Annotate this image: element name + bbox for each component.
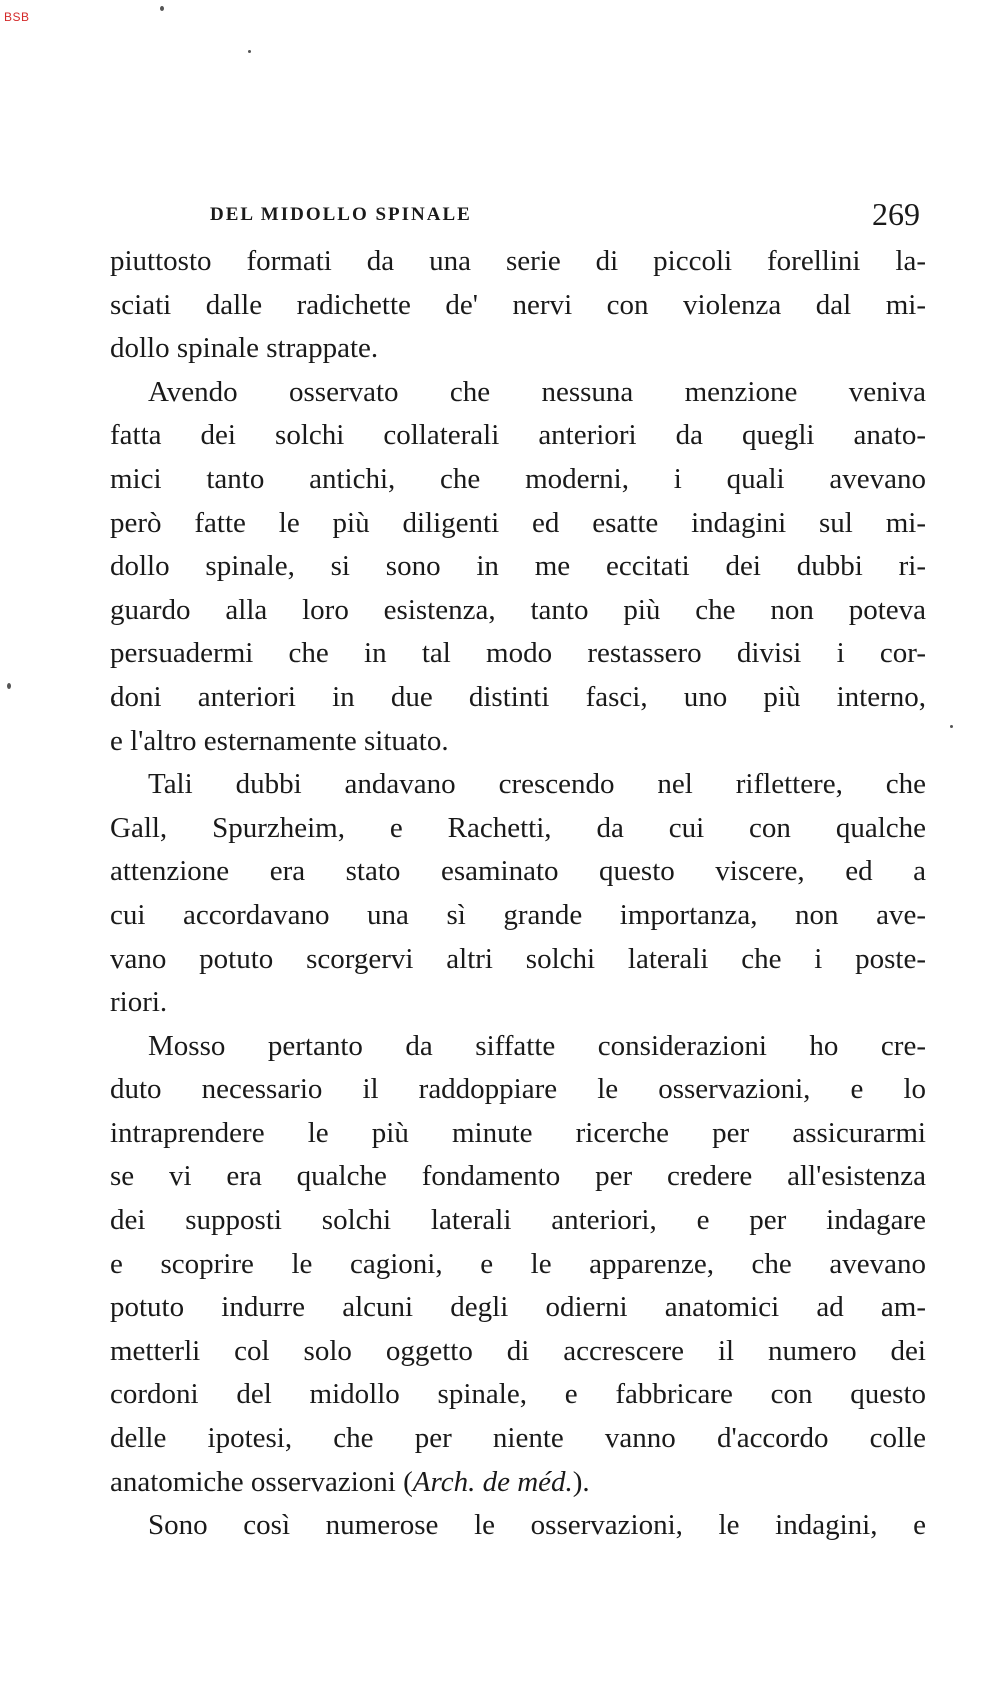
text-line: fatta dei solchi collaterali anteriori da quegli anato- <box>110 419 926 452</box>
scan-speck <box>7 683 11 689</box>
scan-speck <box>160 6 164 11</box>
citation-italic: Arch. de méd. <box>412 1465 573 1498</box>
text-line: intraprendere le più minute ricerche per assicurarmi <box>110 1116 926 1149</box>
text-line: Sono così numerose le osservazioni, le indagini, e <box>148 1509 926 1542</box>
text-line: Mosso pertanto da siffatte considerazioni ho cre- <box>148 1029 926 1062</box>
body-text <box>110 240 926 1548</box>
text-line: doni anteriori in due distinti fasci, uno più interno, <box>110 680 926 713</box>
text-line: Tali dubbi andavano crescendo nel riflettere, che <box>148 768 926 801</box>
scan-speck <box>950 725 953 728</box>
text-line: guardo alla loro esistenza, tanto più che non poteva <box>110 593 926 626</box>
citation-close: ). <box>572 1465 590 1498</box>
text-line: dei supposti solchi laterali anteriori, e per indagare <box>110 1204 926 1237</box>
text-line: sciati dalle radichette de' nervi con violenza dal mi- <box>110 288 926 321</box>
text-line: però fatte le più diligenti ed esatte indagini sul mi- <box>110 506 926 539</box>
text-line-with-citation <box>110 1461 926 1505</box>
text-line: cui accordavano una sì grande importanza, non ave- <box>110 898 926 931</box>
scan-speck <box>248 50 251 53</box>
text-line: dollo spinale strappate. <box>110 332 379 365</box>
text-line: dollo spinale, si sono in me eccitati dei dubbi ri- <box>110 550 926 583</box>
running-title: DEL MIDOLLO SPINALE <box>210 204 472 225</box>
text-line: persuadermi che in tal modo restassero divisi i cor- <box>110 637 926 670</box>
text-line: se vi era qualche fondamento per credere all'esistenza <box>110 1160 926 1193</box>
text-line: potuto indurre alcuni degli odierni anatomici ad am- <box>110 1291 926 1324</box>
page-number: 269 <box>872 196 920 232</box>
text-line: vano potuto scorgervi altri solchi laterali che i poste- <box>110 942 926 975</box>
text-line: piuttosto formati da una serie di piccoli forellini la- <box>110 245 926 277</box>
text-line: attenzione era stato esaminato questo viscere, ed a <box>110 855 926 888</box>
text-line: Avendo osservato che nessuna menzione veniva <box>148 375 926 408</box>
text-line: mici tanto antichi, che moderni, i quali avevano <box>110 462 926 495</box>
text-line: cordoni del midollo spinale, e fabbricare con questo <box>110 1378 926 1411</box>
text-line: duto necessario il raddoppiare le osservazioni, e lo <box>110 1073 926 1106</box>
text-line: delle ipotesi, che per niente vanno d'accordo colle <box>110 1422 926 1455</box>
text-line: metterli col solo oggetto di accrescere il numero dei <box>110 1334 926 1367</box>
running-head <box>110 196 920 236</box>
text-line: e scoprire le cagioni, e le apparenze, che avevano <box>110 1247 926 1280</box>
citation-lead: anatomiche osservazioni ( <box>110 1465 413 1498</box>
text-line: riori. <box>110 986 168 1019</box>
text-line: e l'altro esternamente situato. <box>110 724 449 757</box>
library-watermark: BSB <box>4 10 30 24</box>
text-line: Gall, Spurzheim, e Rachetti, da cui con qualche <box>110 811 926 844</box>
